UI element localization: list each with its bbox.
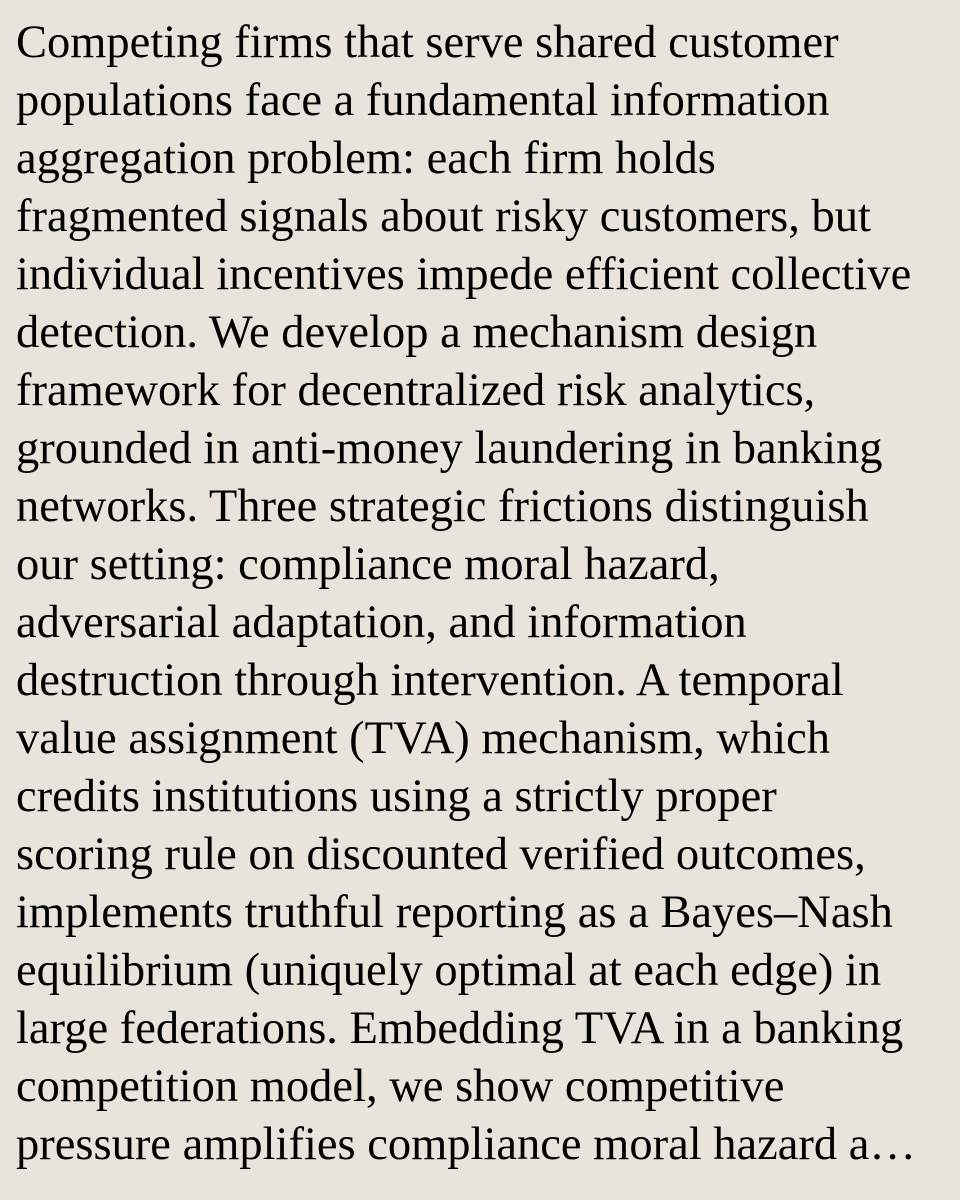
- abstract-line: scoring rule on discounted verified outcomes,: [16, 829, 866, 880]
- abstract-line: Competing firms that serve shared customer: [16, 17, 839, 68]
- abstract-line: adversarial adaptation, and information: [16, 597, 747, 648]
- abstract-line: value assignment (TVA) mechanism, which: [16, 713, 830, 764]
- abstract-line: credits institutions using a strictly proper: [16, 771, 777, 822]
- abstract-line: aggregation problem: each firm holds: [16, 133, 716, 184]
- abstract-text: [16, 14, 950, 1174]
- abstract-line: implements truthful reporting as a Bayes–Nash: [16, 887, 893, 938]
- abstract-line: detection. We develop a mechanism design: [16, 307, 818, 358]
- abstract-line: networks. Three strategic frictions distinguish: [16, 481, 869, 532]
- abstract-line: destruction through intervention. A temporal: [16, 655, 844, 706]
- abstract-line: populations face a fundamental information: [16, 75, 830, 126]
- abstract-line: large federations. Embedding TVA in a banking: [16, 1003, 904, 1054]
- abstract-line: framework for decentralized risk analytics,: [16, 365, 816, 416]
- abstract-line: competition model, we show competitive: [16, 1061, 785, 1112]
- abstract-line: our setting: compliance moral hazard,: [16, 539, 720, 590]
- abstract-line: grounded in anti-money laundering in banking: [16, 423, 883, 474]
- abstract-line: equilibrium (uniquely optimal at each edge) in: [16, 945, 882, 996]
- abstract-line: pressure amplifies compliance moral hazard a…: [16, 1119, 916, 1170]
- abstract-line: fragmented signals about risky customers, but: [16, 191, 871, 242]
- abstract-line: individual incentives impede efficient collective: [16, 249, 912, 300]
